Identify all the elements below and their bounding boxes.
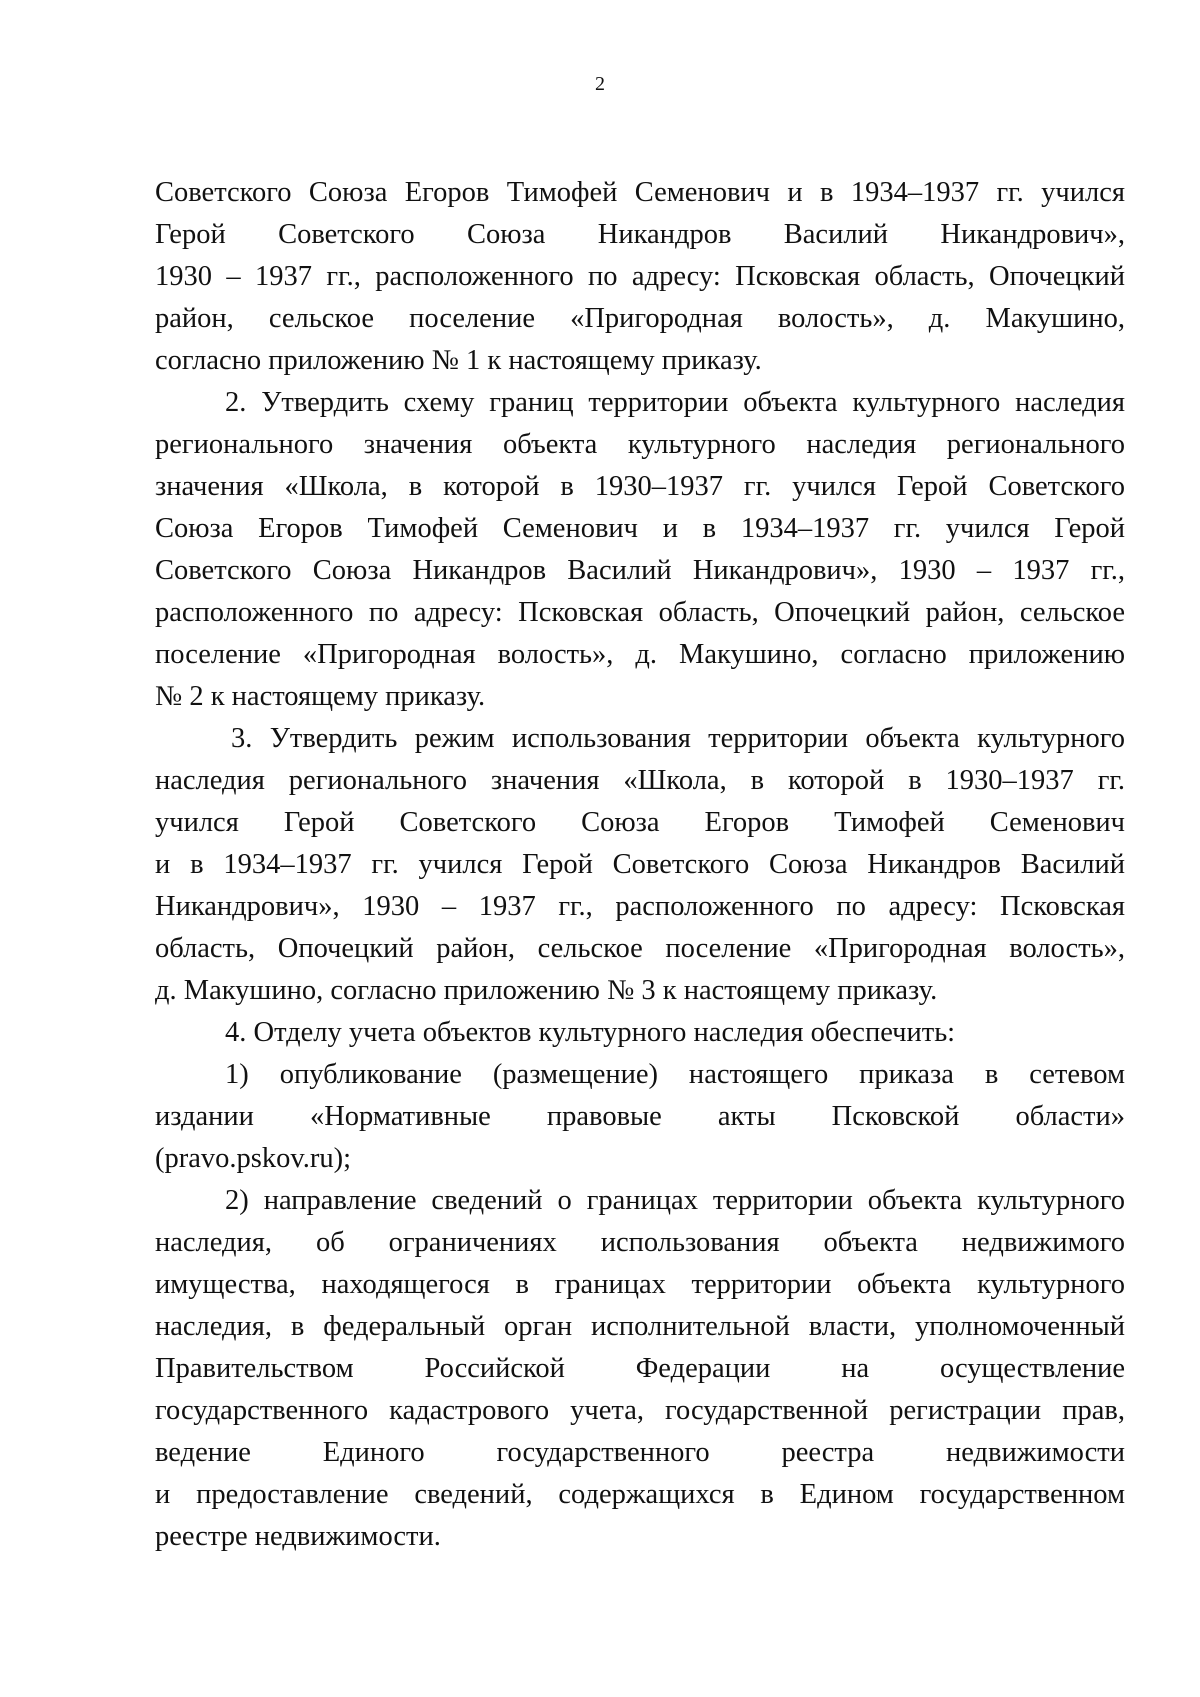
text-line: 2. Утвердить схему границ территории объекта культурного наследия: [225, 387, 1125, 418]
text-line: 1) опубликование (размещение) настоящего приказа в сетевом: [225, 1059, 1125, 1090]
paragraph-3: [155, 718, 1125, 1012]
text-line: Советского Союза Егоров Тимофей Семенович и в 1934–1937 гг. учился: [155, 177, 1125, 208]
text-line: 1930 – 1937 гг., расположенного по адресу: Псковская область, Опочецкий: [155, 261, 1125, 292]
paragraph-1-continuation: [155, 172, 1125, 382]
text-line: № 2 к настоящему приказу.: [155, 681, 486, 712]
text-line: наследия, об ограничениях использования объекта недвижимого: [155, 1227, 1125, 1258]
paragraph-4: [155, 1012, 1125, 1054]
text-line: Никандрович», 1930 – 1937 гг., расположенного по адресу: Псковская: [155, 891, 1125, 922]
text-line: область, Опочецкий район, сельское поселение «Пригородная волость»,: [155, 933, 1125, 964]
page-number: 2: [595, 73, 605, 95]
text-line: наследия регионального значения «Школа, в которой в 1930–1937 гг.: [155, 765, 1125, 796]
text-line: район, сельское поселение «Пригородная волость», д. Макушино,: [155, 303, 1125, 334]
text-line: государственного кадастрового учета, государственной регистрации прав,: [155, 1395, 1125, 1426]
text-line: 3. Утвердить режим использования территории объекта культурного: [231, 723, 1125, 754]
text-line: имущества, находящегося в границах территории объекта культурного: [155, 1269, 1125, 1300]
text-line: издании «Нормативные правовые акты Псковской области»: [155, 1101, 1125, 1132]
text-line: 2) направление сведений о границах территории объекта культурного: [225, 1185, 1125, 1216]
text-line: Герой Советского Союза Никандров Василий Никандрович»,: [155, 219, 1125, 250]
text-line: Союза Егоров Тимофей Семенович и в 1934–1937 гг. учился Герой: [155, 513, 1125, 544]
paragraph-4-item-2: [155, 1180, 1125, 1558]
text-line: учился Герой Советского Союза Егоров Тимофей Семенович: [155, 807, 1125, 838]
text-line: поселение «Пригородная волость», д. Макушино, согласно приложению: [155, 639, 1125, 670]
text-line: Советского Союза Никандров Василий Никандрович», 1930 – 1937 гг.,: [155, 555, 1125, 586]
text-line: наследия, в федеральный орган исполнительной власти, уполномоченный: [155, 1311, 1125, 1342]
document-body: [155, 172, 1125, 1558]
text-line: ведение Единого государственного реестра недвижимости: [155, 1437, 1125, 1468]
paragraph-2: [155, 382, 1125, 718]
text-line: Правительством Российской Федерации на осуществление: [155, 1353, 1125, 1384]
paragraph-4-item-1: [155, 1054, 1125, 1180]
text-line: 4. Отделу учета объектов культурного наследия обеспечить:: [225, 1017, 956, 1048]
text-line: (pravo.pskov.ru);: [155, 1143, 352, 1174]
text-line: согласно приложению № 1 к настоящему приказу.: [155, 345, 762, 376]
text-line: значения «Школа, в которой в 1930–1937 гг. учился Герой Советского: [155, 471, 1125, 502]
text-line: и предоставление сведений, содержащихся в Едином государственном: [155, 1479, 1125, 1510]
text-line: регионального значения объекта культурного наследия регионального: [155, 429, 1125, 460]
text-line: д. Макушино, согласно приложению № 3 к настоящему приказу.: [155, 975, 938, 1006]
text-line: и в 1934–1937 гг. учился Герой Советского Союза Никандров Василий: [155, 849, 1125, 880]
text-line: расположенного по адресу: Псковская область, Опочецкий район, сельское: [155, 597, 1125, 628]
text-line: реестре недвижимости.: [155, 1521, 441, 1552]
